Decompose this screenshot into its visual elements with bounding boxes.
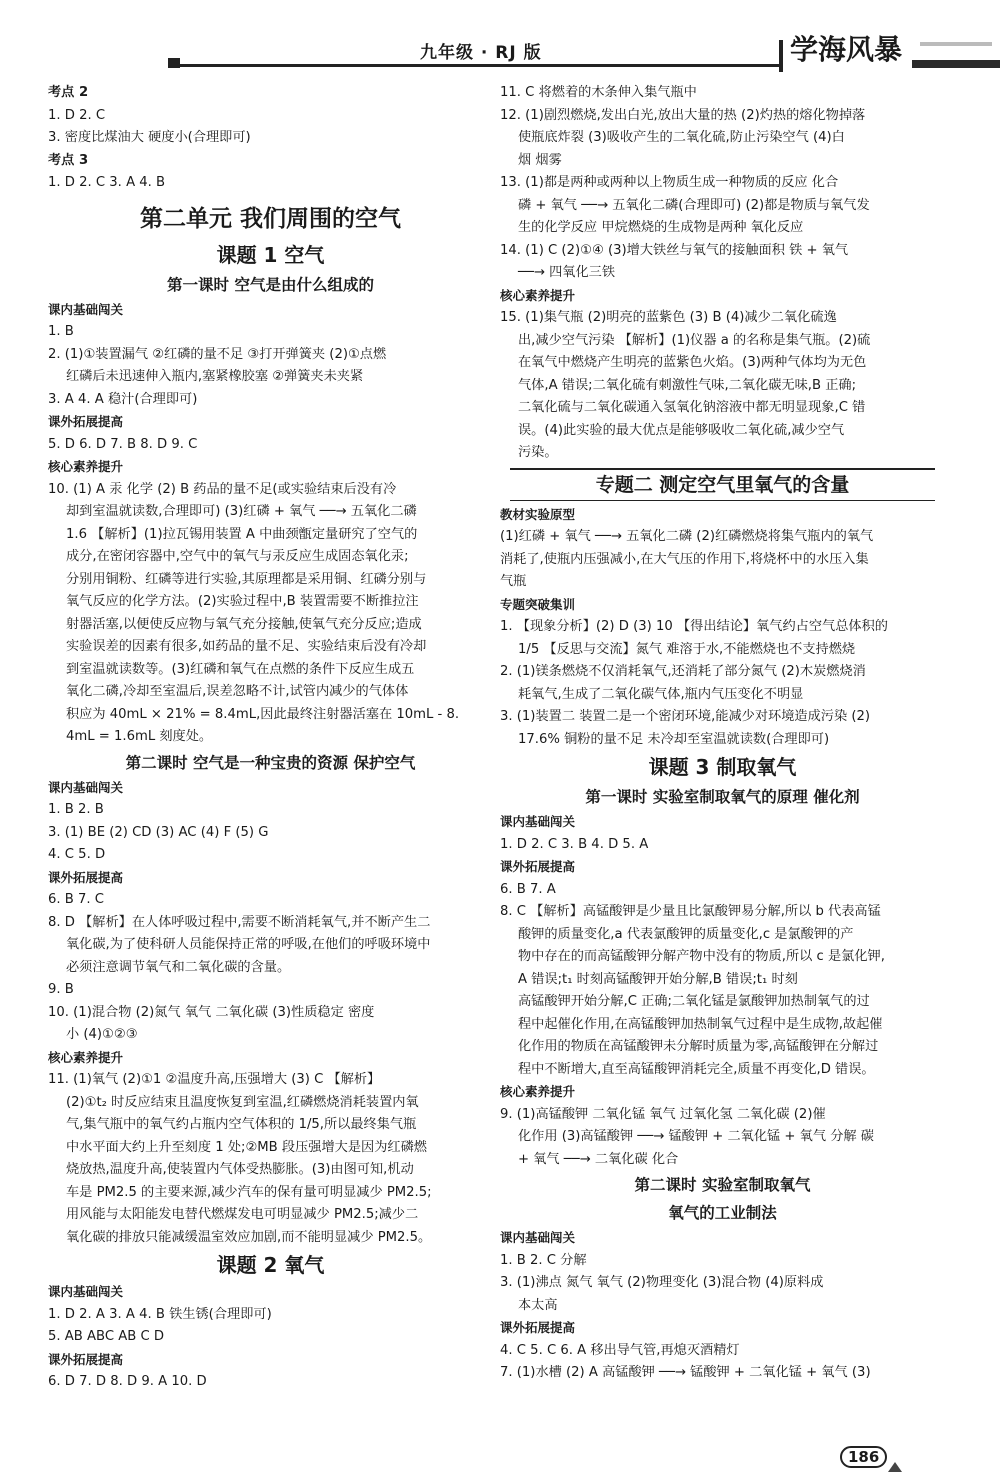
answer-line: 4. C 5. C 6. A 移出导气管,再熄灭酒精灯 [500, 1342, 740, 1358]
answer-line: 5. D 6. D 7. B 8. D 9. C [48, 436, 198, 452]
answer-continuation: 氧化二磷,冷却至室温后,误差忽略不计,试管内减少的气体体 [66, 684, 409, 699]
answer-line: 1. 【现象分析】(2) D (3) 10 【得出结论】氧气约占空气总体积的 [500, 619, 888, 634]
answer-continuation: 在氧气中燃烧产生明亮的蓝紫色火焰。(3)两种气体均为无色 [518, 355, 867, 370]
lesson-title: 第二课时 空气是一种宝贵的资源 保护空气 [125, 753, 416, 772]
answer-line: 3. (1)装置二 装置二是一个密闭环境,能减少对环境造成污染 (2) [500, 709, 871, 724]
answer-continuation: 耗氧气,生成了二氧化碳气体,瓶内气压变化不明显 [518, 686, 804, 702]
lesson-title: 第一课时 空气是由什么组成的 [167, 275, 374, 294]
answer-line: 1. B [48, 324, 74, 339]
header-marker [168, 58, 180, 68]
answer-continuation: 红磷后未迅速伸入瓶内,塞紧橡胶塞 ②弹簧夹未夹紧 [66, 369, 364, 384]
answer-continuation: 磷 + 氧气 ──→ 五氧化二磷(合理即可) (2)都是物质与氧气发 [518, 197, 870, 213]
answer-continuation: (2)①t₂ 时反应结束且温度恢复到室温,红磷燃烧消耗装置内氧 [66, 1094, 419, 1110]
answer-line: 1. B 2. B [48, 802, 104, 817]
answer-line: 1. D 2. A 3. A 4. B 铁生锈(合理即可) [48, 1306, 272, 1322]
answer-continuation: 1.6 【解析】(1)拉瓦锡用装置 A 中曲颈甑定量研究了空气的 [66, 526, 418, 542]
section-heading: 核心素养提升 [500, 1084, 576, 1099]
answer-line: 6. D 7. D 8. D 9. A 10. D [48, 1374, 207, 1389]
section-heading: 教材实验原型 [500, 506, 576, 522]
section-heading: 课外拓展提高 [48, 869, 124, 885]
answer-line: 1. B 2. C 分解 [500, 1252, 587, 1268]
answer-continuation: 酸钾的质量变化,a 代表氯酸钾的质量变化,c 是氯酸钾的产 [518, 926, 854, 942]
answer-continuation: 本太高 [518, 1297, 558, 1313]
answer-continuation: 出,减少空气污染 【解析】(1)仪器 a 的名称是集气瓶。(2)硫 [518, 332, 871, 348]
answer-continuation: 二氧化硫与二氧化碳通入氢氧化钠溶液中都无明显现象,C 错 [518, 400, 866, 415]
answer-continuation: 分别用铜粉、红磷等进行实验,其原理都是采用铜、红磷分别与 [66, 571, 427, 587]
answer-line: 3. (1)沸点 氮气 氧气 (2)物理变化 (3)混合物 (4)原料成 [500, 1275, 824, 1290]
answer-continuation: 氧气反应的化学方法。(2)实验过程中,B 装置需要不断推拉注 [66, 594, 419, 609]
section-label: 考点 3 [48, 152, 89, 168]
header-title: 九年级 · RJ 版 [420, 43, 542, 63]
answer-continuation: 烟 烟雾 [518, 152, 562, 168]
brand-decoration [920, 42, 992, 46]
answer-continuation: 程中不断增大,直至高锰酸钾消耗完全,质量不再变化,D 错误。 [518, 1061, 875, 1077]
answer-line: 3. A 4. A 稳汁(合理即可) [48, 391, 198, 407]
answer-continuation: 化作用的物质在高锰酸钾未分解时质量为零,高锰酸钾在分解过 [518, 1039, 879, 1054]
answer-line: 1. D 2. C 3. A 4. B [48, 175, 166, 190]
brand-underline [912, 60, 1000, 68]
unit-title: 第二单元 我们周围的空气 [139, 205, 401, 232]
answer-continuation: 中水平面大约上升至刻度 1 处;②MB 段压强增大是因为红磷燃 [66, 1139, 427, 1155]
section-heading: 核心素养提升 [48, 459, 124, 474]
answer-line: 4. C 5. D [48, 847, 106, 862]
topic-title: 课题 2 氧气 [216, 1253, 325, 1277]
answer-line: 8. D 【解析】在人体呼吸过程中,需要不断消耗氧气,并不断产生二 [48, 914, 431, 930]
answer-line: 5. AB ABC AB C D [48, 1329, 165, 1344]
section-heading: 课内基础闯关 [500, 1230, 576, 1245]
answer-continuation: 污染。 [518, 445, 558, 460]
answer-continuation: 必须注意调节氧气和二氧化碳的含量。 [66, 959, 291, 975]
answer-continuation: + 氧气 ──→ 二氧化碳 化合 [518, 1151, 679, 1167]
answer-line: 7. (1)水槽 (2) A 高锰酸钾 ──→ 锰酸钾 + 二氧化锰 + 氧气 (3) [500, 1365, 871, 1380]
answer-line: 6. B 7. A [500, 881, 556, 897]
answer-continuation: A 错误;t₁ 时刻高锰酸钾开始分解,B 错误;t₁ 时刻 [518, 971, 798, 987]
section-heading: 课外拓展提高 [500, 859, 576, 874]
answer-continuation: 车是 PM2.5 的主要来源,减少汽车的保有量可明显减少 PM2.5; [66, 1184, 432, 1200]
answer-continuation: 17.6% 铜粉的量不足 未冷却至室温就读数(合理即可) [518, 731, 830, 747]
section-heading: 课内基础闯关 [500, 814, 576, 829]
answer-continuation: 用风能与太阳能发电替代燃煤发电可明显减少 PM2.5;减少二 [66, 1207, 419, 1222]
answer-continuation: 气,集气瓶中的氧气约占瓶内空气体积的 1/5,所以最终集气瓶 [66, 1117, 417, 1132]
section-heading: 课内基础闯关 [48, 301, 124, 317]
page-header [0, 0, 1000, 80]
answer-continuation: 射器活塞,以便使反应物与氧气充分接触,使氧气充分反应;造成 [66, 616, 422, 632]
section-heading: 专题突破集训 [500, 596, 576, 612]
left-column [48, 82, 493, 1394]
answer-continuation: 小 (4)①②③ [66, 1027, 138, 1042]
answer-continuation: 物中存在的而高锰酸钾分解产物中没有的物质,所以 c 是氯化钾, [518, 949, 885, 964]
answer-continuation: 使瓶底炸裂 (3)吸收产生的二氧化硫,防止污染空气 (4)白 [518, 130, 845, 145]
section-heading: 课内基础闯关 [48, 1284, 124, 1299]
answer-continuation: 4mL = 1.6mL 刻度处。 [66, 729, 213, 744]
page-mark-icon [888, 1462, 902, 1472]
section-label: 考点 2 [48, 85, 89, 100]
answer-continuation: 高锰酸钾开始分解,C 正确;二氧化锰是氯酸钾加热制氧气的过 [518, 994, 870, 1009]
section-heading: 课外拓展提高 [48, 414, 124, 429]
section-heading: 核心素养提升 [48, 1049, 124, 1065]
answer-continuation: 积应为 40mL × 21% = 8.4mL,因此最终注射器活塞在 10mL - 8. [66, 706, 460, 722]
answer-continuation: ──→ 四氧化三铁 [518, 265, 616, 280]
answer-continuation: 化作用 (3)高锰酸钾 ──→ 锰酸钾 + 二氧化锰 + 氧气 分解 碳 [518, 1129, 874, 1144]
answer-line: 消耗了,使瓶内压强减小,在大气压的作用下,将烧杯中的水压入集 [500, 551, 869, 567]
answer-line: 3. 密度比煤油大 硬度小(合理即可) [48, 130, 251, 145]
answer-line: 11. (1)氧气 (2)①1 ②温度升高,压强增大 (3) C 【解析】 [48, 1072, 381, 1087]
answer-line: 13. (1)都是两种或两种以上物质生成一种物质的反应 化合 [500, 175, 839, 190]
header-rule [180, 64, 780, 67]
answer-continuation: 氧化碳,为了使科研人员能保持正常的呼吸,在他们的呼吸环境中 [66, 937, 431, 952]
section-heading: 课外拓展提高 [48, 1351, 124, 1367]
topic-title: 课题 3 制取氧气 [648, 755, 797, 779]
page-number: 186 [840, 1446, 887, 1468]
answer-continuation: 却到室温就读数,合理即可) (3)红磷 + 氧气 ──→ 五氧化二磷 [66, 504, 417, 519]
section-heading: 核心素养提升 [500, 287, 576, 303]
answer-line: 9. B [48, 982, 74, 997]
answer-continuation: 烧放热,温度升高,使装置内气体受热膨胀。(3)由图可知,机动 [66, 1162, 414, 1177]
answer-continuation: 实验误差的因素有很多,如药品的量不足、实验结束后没有冷却 [66, 639, 427, 654]
answer-line: 6. B 7. C [48, 892, 104, 907]
lesson-title: 第一课时 实验室制取氧气的原理 催化剂 [585, 788, 860, 806]
answer-line: 11. C 将燃着的木条伸入集气瓶中 [500, 85, 697, 100]
answer-continuation: 氧化碳的排放只能减缓温室效应加剧,而不能明显减少 PM2.5。 [66, 1229, 432, 1245]
right-column [500, 82, 945, 1385]
answer-continuation: 气体,A 错误;二氧化硫有刺激性气味,二氧化碳无味,B 正确; [518, 377, 857, 393]
answer-line: 8. C 【解析】高锰酸钾是少量且比氯酸钾易分解,所以 b 代表高锰 [500, 904, 881, 919]
answer-line: 14. (1) C (2)①④ (3)增大铁丝与氧气的接触面积 铁 + 氧气 [500, 242, 849, 258]
answer-line: 10. (1) A 汞 化学 (2) B 药品的量不足(或实验结束后没有冷 [48, 481, 397, 497]
section-heading: 课内基础闯关 [48, 779, 124, 795]
answer-line: 1. D 2. C 3. B 4. D 5. A [500, 836, 649, 852]
topic-title: 课题 1 空气 [216, 242, 325, 267]
answer-continuation: 生的化学反应 甲烷燃烧的生成物是两种 氧化反应 [518, 220, 804, 235]
section-heading: 课外拓展提高 [500, 1320, 576, 1335]
brand-logo: 学海风暴 [790, 33, 903, 66]
lesson-title: 氧气的工业制法 [668, 1204, 777, 1222]
answer-line: 3. (1) BE (2) CD (3) AC (4) F (5) G [48, 824, 269, 840]
special-topic-title: 专题二 测定空气里氧气的含量 [510, 468, 935, 501]
answer-continuation: 到室温就读数等。(3)红磷和氧气在点燃的条件下反应生成五 [66, 661, 415, 677]
answer-continuation: 1/5 【反思与交流】氮气 难溶于水,不能燃烧也不支持燃烧 [518, 641, 856, 657]
answer-line: 12. (1)剧烈燃烧,发出白光,放出大量的热 (2)灼热的熔化物掉落 [500, 107, 866, 123]
answer-line: 15. (1)集气瓶 (2)明亮的蓝紫色 (3) B (4)减少二氧化硫逸 [500, 310, 837, 325]
answer-continuation: 成分,在密闭容器中,空气中的氧气与汞反应生成固态氧化汞; [66, 549, 409, 564]
answer-line: (1)红磷 + 氧气 ──→ 五氧化二磷 (2)红磷燃烧将集气瓶内的氧气 [500, 529, 874, 544]
answer-line: 2. (1)①装置漏气 ②红磷的量不足 ③打开弹簧夹 (2)①点燃 [48, 346, 387, 362]
header-divider [779, 40, 783, 72]
answer-line: 1. D 2. C [48, 107, 106, 123]
answer-line: 10. (1)混合物 (2)氮气 氧气 二氧化碳 (3)性质稳定 密度 [48, 1004, 375, 1020]
answer-continuation: 误。(4)此实验的最大优点是能够吸收二氧化硫,减少空气 [518, 422, 845, 438]
answer-line: 气瓶 [500, 574, 527, 589]
answer-line: 9. (1)高锰酸钾 二氧化锰 氧气 过氧化氢 二氧化碳 (2)催 [500, 1106, 826, 1122]
answer-line: 2. (1)镁条燃烧不仅消耗氧气,还消耗了部分氮气 (2)木炭燃烧消 [500, 664, 866, 679]
lesson-title: 第二课时 实验室制取氧气 [634, 1176, 811, 1194]
answer-continuation: 程中起催化作用,在高锰酸钾加热制氧气过程中是生成物,故起催 [518, 1016, 883, 1032]
